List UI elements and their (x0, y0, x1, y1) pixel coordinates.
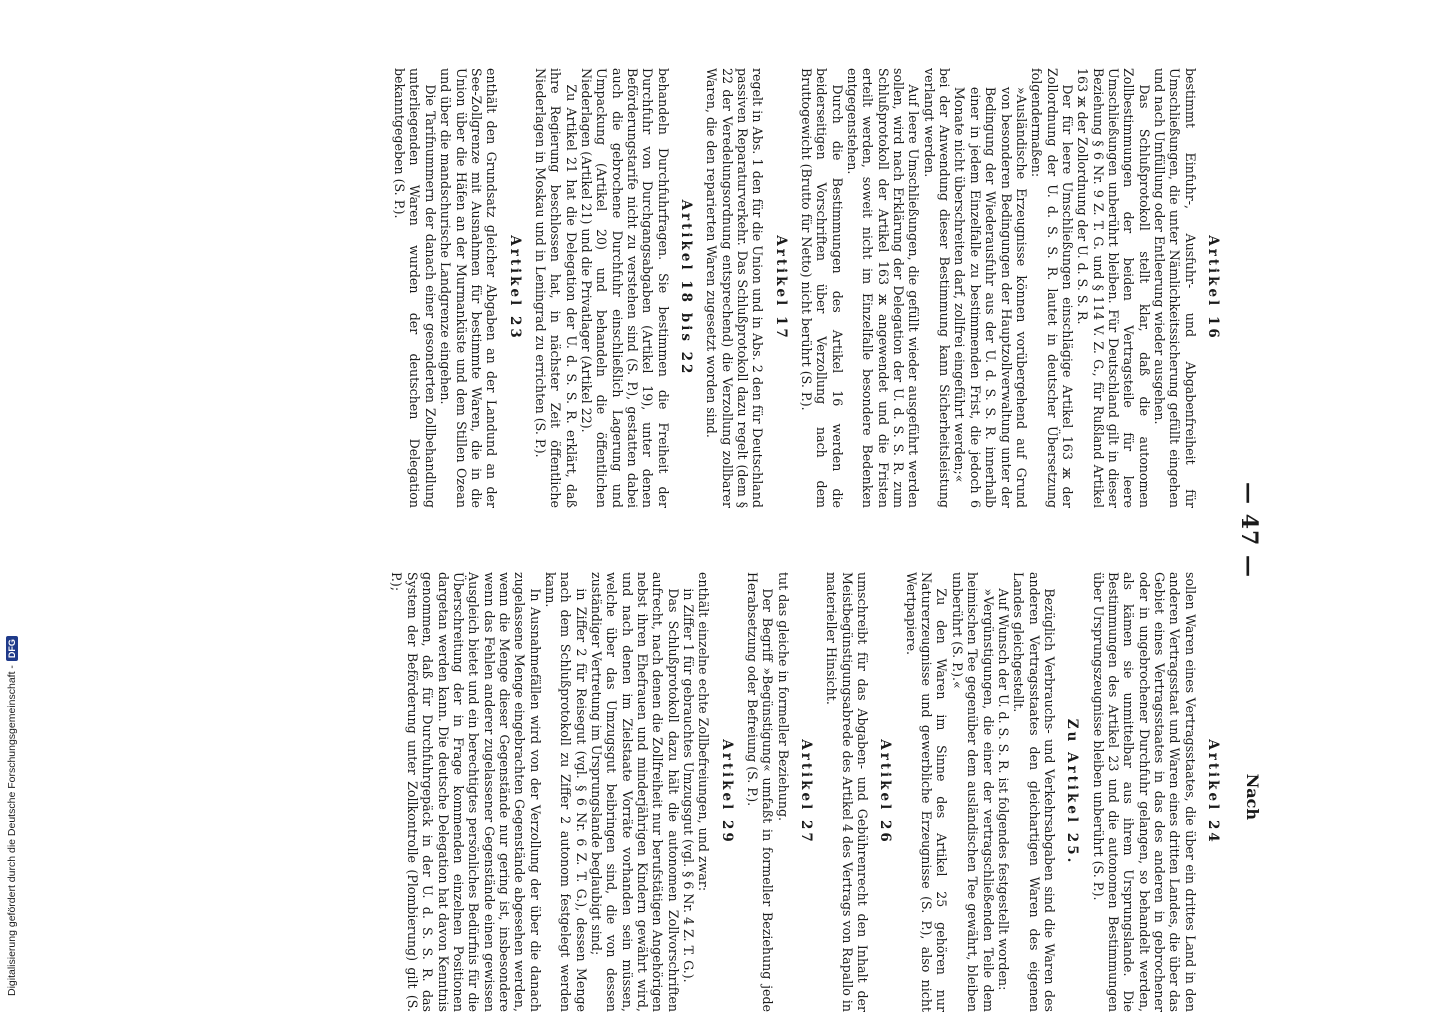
paragraph: Zu Artikel 21 hat die Delegation der U. d. S. S. R. erklärt, daß ihre Regierung beschlossen hat, in nächster Zeit öffentliche Niederlagen in Moskau und in Leningrad zu errichten (S. P.). (532, 68, 579, 508)
paragraph: in Ziffer 1 für gebrauchtes Umzugsgut (vgl. § 6 Nr. 4 Z. T. G.). (681, 588, 697, 983)
heading-artikel-18-22: Artikel 18 bis 22 (678, 199, 694, 377)
paragraph: tut das gleiche in formeller Beziehung. (775, 572, 791, 822)
paragraph: in Ziffer 2 für Reisegut (vgl. § 6 Nr. 6 Z. T. G.), dessen Menge nach dem Schlußprotokoll zu Ziffer 2 autonom festgelegt werden kann. (542, 572, 589, 1012)
paragraph: sollen Waren eines Vertragsstaates, die über ein drittes Land in den anderen Vertragsstaat und Waren eines dritten Landes, die über das Gebiet eines Vertragsstaates in das des anderen in gebrochener oder in ungebrochener Durchfuhr gelangen, so behandelt werden, als kämen sie unmittelbar aus ihrem Ursprungslande. Die Bestimmungen des Artikel 23 und die autonomen Bestimmungen über Ursprungszeugnisse bleiben unberührt (S. P.). (1090, 572, 1198, 1012)
paragraph: Das Schlußprotokoll dazu hält die autonomen Zollvorschriften aufrecht, nach denen die Zollfreiheit nur berufstätigen Angehörigen nebst ihren Ehefrauen und minderjährigen Kindern gewährt wird, und nach denen im Zielstaate Vorräte vorhanden sein müssen, welche über das Umzugsgut beibringen sind, die von dessen zuständiger Vertretung im Ursprungslande beglaubigt sind; (588, 572, 681, 1012)
paragraph: Das Schlußprotokoll stellt klar, daß die autonomen Zollbestimmungen der beiden Vertragsteile für leere Umschließungen unberührt bleiben. Für Deutschland gilt in dieser Beziehung § 6 Nr. 9 Z. T. G. und § 114 V. Z. G., für Rußland Artikel 163 ж der Zollordnung der U. d. S. S. R. (1075, 68, 1152, 508)
dfg-logo-icon: DFG (6, 636, 18, 661)
heading-artikel-26: Artikel 26 (877, 739, 894, 845)
paragraph: Die Tarifnummern der danach einer gesonderten Zollbehandlung unterliegenden Waren wurden der deutschen Delegation bekanntgegeben (S. P.). (392, 68, 438, 508)
paragraph: Der Begriff »Begünstigung« umfaßt in formeller Beziehung jede Herabsetzung oder Befreiung (S. P.). (745, 572, 776, 1012)
paragraph: regelt in Abs. 1 den für die Union und in Abs. 2 den für Deutschland passiven Reparaturverkehr. Das Schlußprotokoll dazu regelt (dem § 22 der Veredelungsordnung entsprechend) die Verzollung zollbarer Waren, die den reparierten Waren zugesetzt worden sind. (704, 68, 766, 508)
paragraph: bestimmt Einfuhr-, Ausfuhr- und Abgabenfreiheit für Umschließungen, die unter Nämlichkeitssicherung gefüllt eingehen und nach Umfüllung oder Entleerung wieder ausgehen. (1151, 68, 1198, 508)
paragraph: umschreibt für das Abgaben- und Gebührenrecht den Inhalt der Meistbegünstigungsabrede des Artikel 4 des Vertrags von Rapallo in materieller Hinsicht. (824, 572, 871, 1012)
quote-paragraph: »Vergünstigungen, die einer der vertragschließenden Teile dem heimischen Tee gegenüber dem ausländischen Tee gewährt, bleiben unberührt (S. P.).« (949, 572, 996, 1012)
paragraph: Bezüglich Verbrauchs- und Verkehrsabgaben sind die Waren des anderen Vertragsstaates den gleichartigen Waren des eigenen Landes gleichgestellt. (1011, 572, 1057, 1012)
paragraph: bei der Anwendung dieser Bestimmung kann Sicherheitsleistung verlangt werden. (921, 68, 953, 508)
running-head: Nach (1243, 773, 1262, 820)
paragraph: enthält den Grundsatz gleicher Abgaben an der Landund an der See-Zollgrenze mit Ausnahmen für bestimmte Waren, die in die Union über die Häfen an der Murmanküste und dem Stillen Ozean und über die mandschurische Landgrenze eingehen. (438, 68, 500, 508)
paragraph: Auf Wunsch der U. d. S. S. R. ist folgendes festgestellt worden: (995, 588, 1011, 991)
heading-zu-artikel-25: Zu Artikel 25. (1064, 718, 1081, 866)
heading-artikel-24: Artikel 24 (1205, 739, 1221, 845)
paragraph: Der für leere Umschließungen einschlägige Artikel 163 ж der Zollordnung der U. d. S. S. R. lautet in deutscher Übersetzung folgendermaßen: (1029, 68, 1075, 508)
page-number: — 47 — (1236, 482, 1262, 578)
paragraph: behandeln Durchfuhrfragen. Sie bestimmen die Freiheit der Durchfuhr von Durchgangsabgaben (Artikel 19), unter denen Beförderungstarife nicht zu verstehen sind (S. P.), gestatten dabei auch die gebrochene Durchfuhr einschließlich Lagerung und Umpackung (Artikel 20) und behandeln die öffentlichen Niederlagen (Artikel 21) und die Privatlager (Artikel 22). (578, 68, 671, 508)
heading-artikel-17: Artikel 17 (772, 235, 789, 341)
left-column (392, 68, 1220, 508)
paragraph: Auf leere Umschließungen, die gefüllt wieder ausgeführt werden sollen, wird nach Erklärung der Delegation der U. d. S. S. R. zum Schlußprotokoll der Artikel 163 ж angewendet und die Fristen erteilt werden, soweit nicht im Einzelfalle besondere Bedenken entgegenstehen. (845, 68, 922, 508)
digitization-footer (6, 636, 18, 996)
paragraph: enthält einzelne echte Zollbefreiungen, und zwar: (696, 572, 712, 892)
heading-artikel-29: Artikel 29 (718, 739, 735, 845)
paragraph: Durch die Bestimmungen des Artikel 16 werden die beiderseitigen Vorschriften über Verzollung nach dem Bruttogewicht (Brutto für Netto) nicht berührt (S. P.). (799, 68, 845, 508)
heading-artikel-27: Artikel 27 (798, 739, 815, 845)
heading-artikel-23: Artikel 23 (506, 235, 523, 341)
paragraph: Zu den Waren im Sinne des Artikel 25 gehören nur Naturerzeugnisse und gewerbliche Erzeugnisse (S. P.), also nicht Wertpapiere. (903, 572, 950, 1012)
right-column (389, 572, 1220, 1012)
page-header (1238, 40, 1262, 1020)
heading-artikel-16: Artikel 16 (1205, 235, 1221, 341)
quote-paragraph: »Ausländische Erzeugnisse können vorübergehend auf Grund von besonderen Bedingungen der Hauptzollverwaltung unter der Bedingung der Wiederausfuhr aus der U. d. S. S. R. innerhalb einer in jedem Einzelfalle zu bestimmenden Frist, die jedoch 6 Monate nicht überschreiten darf, zollfrei eingeführt werden;« (952, 86, 1029, 508)
document-page (110, 40, 1270, 1020)
paragraph: In Ausnahmefällen wird von der Verzollung der über die danach zugelassene Menge eingebrachten Gegenstände abgesehen werden, wenn die Menge dieser Gegenstände nur gering ist, insbesondere wenn das Fehlen anderer zugelassener Gegenstände einen gewissen Ausgleich bietet und ein berechtigtes persönliches Bedürfnis für die Überschreitung der in Frage kommenden einzelnen Positionen dargetan werden kann. Die deutsche Delegation hat davon Kenntnis genommen, daß für Durchfuhrgepäck in der U. d. S. S. R. das System der Beförderung unter Zollkontrolle (Plombierung) gilt (S. P.); (389, 572, 543, 1012)
footer-text: Digitalisierung gefördert durch die Deutsche Forschungsgemeinschaft - (6, 665, 18, 996)
